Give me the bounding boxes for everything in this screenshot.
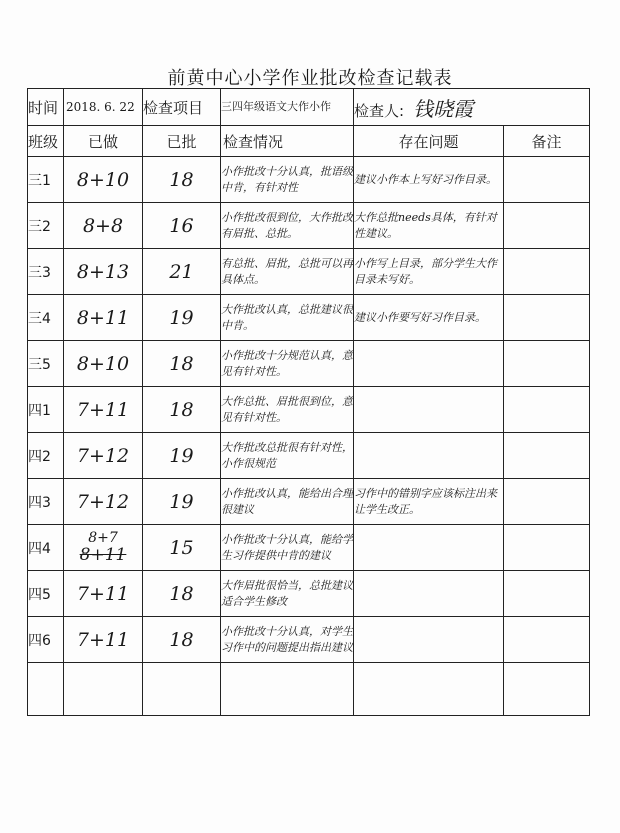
done-correction: 8+7 [88, 529, 118, 546]
issue-cell [354, 525, 504, 571]
done-cell: 7+12 [64, 433, 143, 479]
inspection-table [27, 88, 590, 716]
item-label: 检查项目 [143, 89, 221, 126]
situation-cell: 大作总批、眉批很到位，意见有针对性。 [221, 387, 354, 433]
graded-cell: 18 [143, 387, 221, 433]
situation-cell: 有总批、眉批，总批可以再具体点。 [221, 249, 354, 295]
table-row [28, 203, 590, 249]
remark-cell [504, 203, 590, 249]
col-situation: 检查情况 [221, 126, 354, 157]
table-row [28, 571, 590, 617]
date-value: 2018. 6. 22 [64, 89, 143, 126]
empty-cell [354, 663, 504, 716]
empty-cell [64, 663, 143, 716]
col-class: 班级 [28, 126, 64, 157]
empty-row [28, 663, 590, 716]
column-header-row [28, 126, 590, 157]
done-cell: 8+10 [64, 341, 143, 387]
situation-cell: 大作批改认真，总批建议很中肯。 [221, 295, 354, 341]
issue-cell [354, 617, 504, 663]
done-struck: 8+11 [79, 544, 127, 565]
situation-cell: 小作批改十分认真，能给学生习作提供中肯的建议 [221, 525, 354, 571]
graded-cell: 19 [143, 295, 221, 341]
remark-cell [504, 617, 590, 663]
empty-cell [504, 663, 590, 716]
issue-cell [354, 387, 504, 433]
item-value: 三四年级语文大作小作 [221, 89, 354, 126]
class-cell: 四6 [28, 617, 64, 663]
class-cell: 三2 [28, 203, 64, 249]
graded-cell: 18 [143, 617, 221, 663]
class-cell: 四3 [28, 479, 64, 525]
done-cell: 8+11 [64, 295, 143, 341]
graded-cell: 16 [143, 203, 221, 249]
done-cell-corrected [64, 525, 143, 571]
issue-cell [354, 571, 504, 617]
issue-cell: 建议小作本上写好习作目录。 [354, 157, 504, 203]
inspector-label: 检查人: [354, 101, 405, 120]
remark-cell [504, 249, 590, 295]
empty-cell [221, 663, 354, 716]
done-cell: 7+12 [64, 479, 143, 525]
situation-cell: 大作眉批很恰当，总批建议适合学生修改 [221, 571, 354, 617]
graded-cell: 18 [143, 341, 221, 387]
table-row [28, 479, 590, 525]
graded-cell: 18 [143, 571, 221, 617]
table-row [28, 525, 590, 571]
issue-cell [354, 433, 504, 479]
inspector-cell [354, 89, 590, 126]
class-cell: 三3 [28, 249, 64, 295]
done-cell: 8+13 [64, 249, 143, 295]
situation-cell: 小作批改认真，能给出合理很建议 [221, 479, 354, 525]
remark-cell [504, 525, 590, 571]
issue-cell: 习作中的错别字应该标注出来让学生改正。 [354, 479, 504, 525]
situation-cell: 小作批改十分认真，批语级中肯，有针对性 [221, 157, 354, 203]
table-row [28, 295, 590, 341]
table-row [28, 433, 590, 479]
remark-cell [504, 479, 590, 525]
page-title: 前黄中心小学作业批改检查记载表 [167, 68, 453, 89]
situation-cell: 小作批改十分认真，对学生习作中的问题提出指出建议 [221, 617, 354, 663]
remark-cell [504, 157, 590, 203]
issue-cell: 大作总批needs具体，有针对性建议。 [354, 203, 504, 249]
remark-cell [504, 341, 590, 387]
table-row [28, 249, 590, 295]
situation-cell: 大作批改总批很有针对性，小作很规范 [221, 433, 354, 479]
table-row [28, 387, 590, 433]
situation-cell: 小作批改十分规范认真，意见有针对性。 [221, 341, 354, 387]
done-cell: 7+11 [64, 571, 143, 617]
class-cell: 四4 [28, 525, 64, 571]
graded-cell: 19 [143, 479, 221, 525]
col-issue: 存在问题 [354, 126, 504, 157]
class-cell: 三5 [28, 341, 64, 387]
table-row [28, 157, 590, 203]
issue-cell: 小作写上目录，部分学生大作目录未写好。 [354, 249, 504, 295]
class-cell: 三4 [28, 295, 64, 341]
done-cell: 8+8 [64, 203, 143, 249]
info-row [28, 89, 590, 126]
class-cell: 四5 [28, 571, 64, 617]
class-cell: 三1 [28, 157, 64, 203]
graded-cell: 15 [143, 525, 221, 571]
inspector-signature: 钱晓霞 [413, 96, 474, 121]
table-row [28, 341, 590, 387]
col-remark: 备注 [504, 126, 590, 157]
time-label: 时间 [28, 89, 64, 126]
graded-cell: 18 [143, 157, 221, 203]
col-done: 已做 [64, 126, 143, 157]
class-cell: 四1 [28, 387, 64, 433]
graded-cell: 21 [143, 249, 221, 295]
remark-cell [504, 295, 590, 341]
col-graded: 已批 [143, 126, 221, 157]
table-row [28, 617, 590, 663]
done-cell: 8+10 [64, 157, 143, 203]
remark-cell [504, 387, 590, 433]
done-cell: 7+11 [64, 617, 143, 663]
class-cell: 四2 [28, 433, 64, 479]
graded-cell: 19 [143, 433, 221, 479]
situation-cell: 小作批改很到位，大作批改有眉批、总批。 [221, 203, 354, 249]
remark-cell [504, 433, 590, 479]
done-cell: 7+11 [64, 387, 143, 433]
remark-cell [504, 571, 590, 617]
issue-cell: 建议小作要写好习作目录。 [354, 295, 504, 341]
issue-cell [354, 341, 504, 387]
empty-cell [143, 663, 221, 716]
empty-cell [28, 663, 64, 716]
